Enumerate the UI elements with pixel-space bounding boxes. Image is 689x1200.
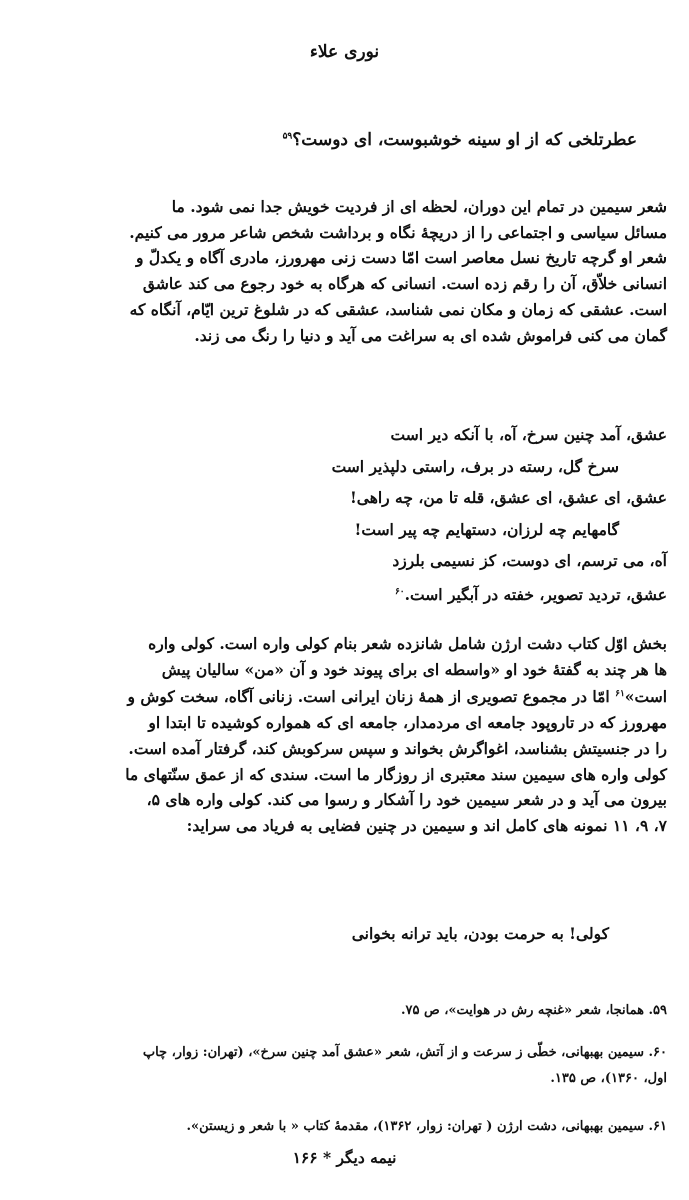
paragraph-line-rest: امّا در مجموع تصویری از همهٔ زنان ایرانی است. زنانی آگاه، سخت کوش و [127, 687, 616, 707]
poem-line-last [332, 577, 667, 611]
paragraph-line: ۷، ۹، ۱۱ نمونه های کامل اند و سیمین در چنین فضایی به فریاد می سراید: [186, 816, 667, 836]
paragraph-line-start: است» [624, 687, 667, 707]
footnote-marker-59: ۵۹ [282, 131, 293, 142]
paragraph-line: را در جنسیتش بشناسد، اغواگرش بخواند و سپس سرکوبش کند، گرفتار آمده است. [128, 738, 667, 758]
epigraph [283, 130, 637, 150]
poem-line: گامهایم چه لرزان، دستهایم چه پیر است! [354, 519, 619, 539]
epigraph-text: عطرتلخی که از او سینه خوشبوست، ای دوست؟ [292, 130, 637, 150]
footnote-line: اول، ۱۳۶۰)، ص ۱۳۵. [550, 1071, 667, 1086]
paragraph-line [22, 682, 667, 710]
paragraph-line: شعر سیمین در تمام این دوران، لحظه ای از فردیت خویش جدا نمی شود. ما [171, 197, 667, 216]
poem-line: آه، می ترسم، ای دوست، کز نسیمی بلرزد [392, 551, 667, 571]
poem-line: عشق، آمد چنین سرخ، آه، با آنکه دیر است [390, 425, 667, 444]
paragraph-line: گمان می کنی فراموش شده ای به سراغت می آید و دنیا را رنگ می زند. [194, 325, 667, 345]
paragraph-line: است. عشقی که زمان و مکان نمی شناسد، عشقی که در شلوغ ترین ایّام، آنگاه که [129, 299, 667, 319]
poem-line: عشق، ای عشق، ای عشق، قله تا من، چه راهی! [349, 488, 667, 508]
paragraph-line: ها هر چند به گفتهٔ خود او «واسطه ای برای پیوند خود و آن «من» سالیان پیش [161, 659, 667, 679]
poem-block [332, 419, 667, 611]
footnote-marker-61: ۶۱ [615, 689, 625, 700]
paragraph-1 [22, 194, 667, 348]
paragraph-line: بخش اوّل کتاب دشت ارژن شامل شانزده شعر بنام کولی واره است. کولی واره [148, 634, 667, 653]
paragraph-line: مسائل سیاسی و اجتماعی را از دریچهٔ نگاه و برداشت شخص شاعر مرور می کنیم. [129, 222, 667, 242]
footnote-60 [22, 1040, 667, 1092]
running-header-author: نوری علاء [309, 42, 380, 62]
quoted-verse: کولی! به حرمت بودن، باید ترانه بخوانی [351, 924, 609, 943]
paragraph-line: انسانی خلاّق، آن را رقم زده است. انسانی که هرگاه به خود رجوع می کند عاشق [142, 274, 667, 294]
paragraph-line: مهرورز که در تاروپود جامعه ای مردمدار، جامعه ای که همواره کوشیده تا ابتدا او [148, 713, 667, 733]
paragraph-2 [22, 631, 667, 839]
footnote-line: ۶۰. سیمین بهبهانی، خطّی ز سرعت و از آتش، شعر «عشق آمد چنین سرخ»، (تهران: زوار، چاپ [142, 1045, 667, 1060]
page-footer: نیمه دیگر * ۱۶۶ [292, 1148, 397, 1167]
paragraph-line: بیرون می آید و در شعر سیمین خود را آشکار و رسوا می کند. کولی واره های ۵، [146, 790, 667, 810]
footnote-59: ۵۹. همانجا، شعر «غنچه رش در هوایت»، ص ۷۵. [400, 1003, 667, 1018]
paragraph-line: کولی واره های سیمین سند معتبری از روزگار ما است. سندی که از عمق سنّتهای ما [125, 764, 667, 784]
poem-line-text: عشق، تردید تصویر، خفته در آبگیر است. [404, 585, 667, 605]
poem-line: سرخ گل، رسته در برف، راستی دلپذیر است [331, 456, 619, 476]
footnote-61: ۶۱. سیمین بهبهانی، دشت ارژن ( تهران: زوار، ۱۳۶۲)، مقدمهٔ کتاب « با شعر و زیستن». [186, 1119, 667, 1134]
paragraph-line: شعر او گرچه تاریخ نسل معاصر است امّا دست زنی مهرورز، مادری آگاه و یکدلّ و [136, 248, 667, 268]
footnote-marker-60: ۶۰ [394, 586, 405, 597]
